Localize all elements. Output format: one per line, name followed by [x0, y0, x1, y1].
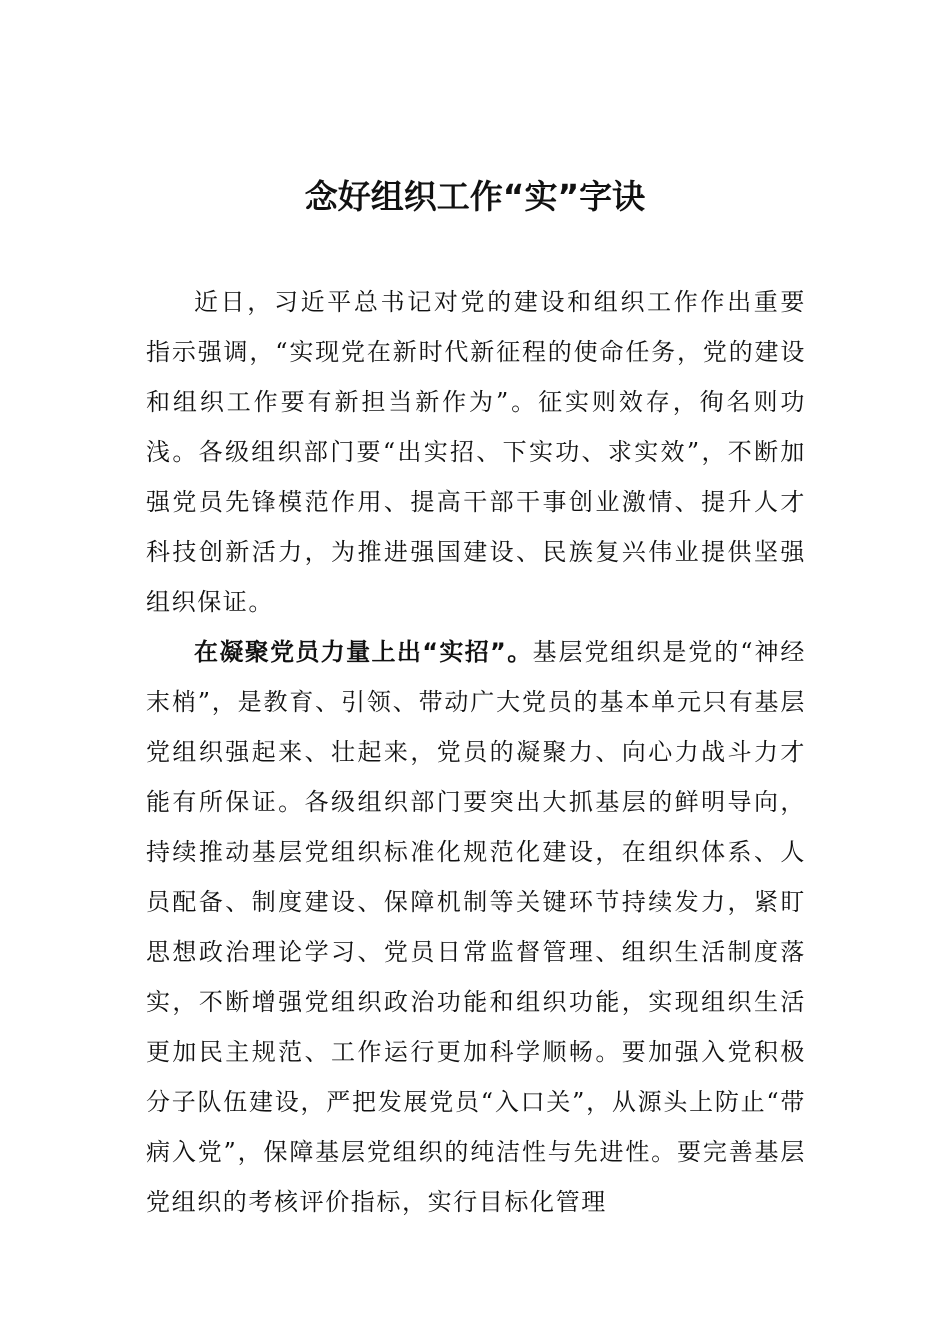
paragraph-intro [146, 277, 806, 627]
section-1-heading: 在凝聚党员力量上出“实招”。 [194, 638, 533, 666]
paragraph-intro-text: 近日，习近平总书记对党的建设和组织工作作出重要指示强调，“实现党在新时代新征程的使命任务，党的建设和组织工作要有新担当新作为”。征实则效存，徇名则功浅。各级组织部门要“出实招、下实功、求实效”，不断加强党员先锋模范作用、提高干部干事创业激情、提升人才科技创新活力，为推进强国建设、民族复兴伟业提供坚强组织保证。 [146, 288, 806, 616]
section-1-text: 基层党组织是党的“神经末梢”，是教育、引领、带动广大党员的基本单元只有基层党组织强起来、壮起来，党员的凝聚力、向心力战斗力才能有所保证。各级组织部门要突出大抓基层的鲜明导向，持续推动基层党组织标准化规范化建设，在组织体系、人员配备、制度建设、保障机制等关键环节持续发力，紧盯思想政治理论学习、党员日常监督管理、组织生活制度落实，不断增强党组织政治功能和组织功能，实现组织生活更加民主规范、工作运行更加科学顺畅。要加强入党积极分子队伍建设，严把发展党员“入口关”，从源头上防止“带病入党”，保障基层党组织的纯洁性与先进性。要完善基层党组织的考核评价指标，实行目标化管理 [146, 638, 807, 1216]
document-title: 念好组织工作“实”字诀 [304, 177, 646, 216]
document-body [146, 277, 806, 1227]
paragraph-section-1 [146, 627, 806, 1227]
